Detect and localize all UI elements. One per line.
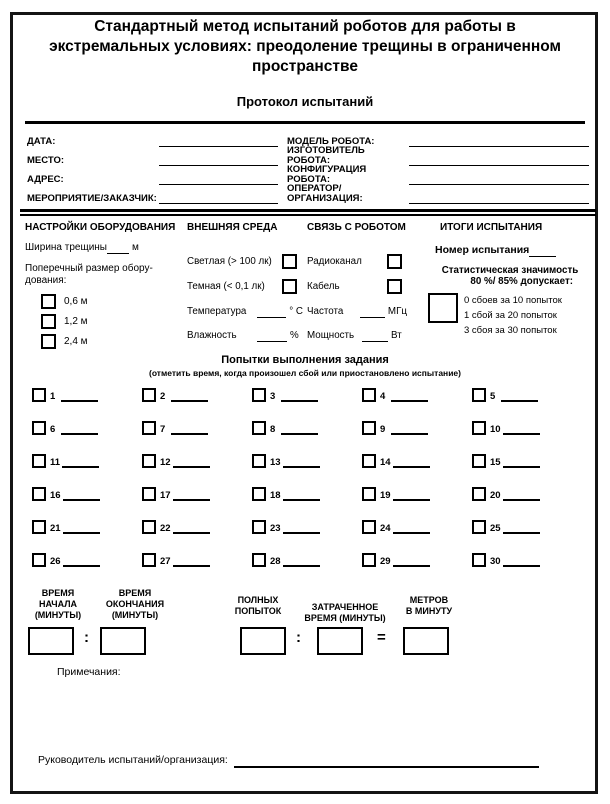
attempt-number: 16 xyxy=(50,489,61,501)
crack-width-row xyxy=(25,243,193,254)
time-spent-label-line2: ВРЕМЯ (МИНУТЫ) xyxy=(304,613,386,623)
attempt-number: 20 xyxy=(490,489,501,501)
form-title-line1: Стандартный метод испытаний роботов для работы в xyxy=(94,18,516,35)
attempt-cell xyxy=(252,420,362,435)
test-results-section xyxy=(425,222,595,338)
attempt-cell xyxy=(472,453,582,468)
size-option-checkbox[interactable] xyxy=(41,334,56,349)
attempt-cell xyxy=(472,519,582,534)
attempt-checkbox[interactable] xyxy=(252,388,266,402)
start-time-label-line1: ВРЕМЯ xyxy=(41,588,75,598)
address-field-line[interactable] xyxy=(159,181,278,185)
light-option-row xyxy=(187,253,297,269)
attempt-number: 7 xyxy=(160,423,166,435)
attempt-cell xyxy=(32,420,142,435)
attempt-checkbox[interactable] xyxy=(252,454,266,468)
time-spent-label xyxy=(295,602,395,624)
attempt-time-line[interactable] xyxy=(393,497,430,501)
attempt-number: 8 xyxy=(270,423,276,435)
end-time-label-line3: (МИНУТЫ) xyxy=(111,610,159,620)
attempt-cell xyxy=(362,420,472,435)
attempt-cell xyxy=(32,387,142,402)
form-title xyxy=(30,17,580,77)
form-title-line3: пространстве xyxy=(252,58,358,75)
attempt-cell xyxy=(252,519,362,534)
meters-per-minute-box[interactable] xyxy=(403,627,449,655)
allowance-option-label: 0 сбоев за 10 попыток xyxy=(464,294,562,306)
end-time-label xyxy=(95,588,175,621)
attempts-grid xyxy=(32,387,582,567)
attempt-number: 1 xyxy=(50,390,56,402)
test-director-label: Руководитель испытаний/организация: xyxy=(38,754,228,766)
cross-size-label-line1: Поперечный размер обору- xyxy=(25,263,153,274)
attempt-number: 9 xyxy=(380,423,386,435)
attempt-checkbox[interactable] xyxy=(142,454,156,468)
attempt-number: 18 xyxy=(270,489,281,501)
meters-per-minute-label-line1: МЕТРОВ xyxy=(409,595,449,605)
attempt-checkbox[interactable] xyxy=(472,421,486,435)
communication-section xyxy=(307,222,407,342)
robot-manufacturer-label: ИЗГОТОВИТЕЛЬ РОБОТА: xyxy=(287,145,365,166)
attempt-checkbox[interactable] xyxy=(32,487,46,501)
attempt-cell xyxy=(472,420,582,435)
date-label: ДАТА: xyxy=(27,135,56,147)
attempt-time-line[interactable] xyxy=(501,398,538,402)
attempt-checkbox[interactable] xyxy=(32,553,46,567)
attempt-cell xyxy=(32,486,142,501)
attempt-checkbox[interactable] xyxy=(32,388,46,402)
power-label: Мощность xyxy=(307,330,355,342)
equals-sign: = xyxy=(377,629,386,646)
time-spent-box[interactable] xyxy=(317,627,363,655)
radio-option-row xyxy=(307,253,402,269)
attempt-cell xyxy=(472,552,582,567)
attempt-cell xyxy=(472,387,582,402)
humidity-row xyxy=(187,330,303,342)
size-option-checkbox[interactable] xyxy=(41,314,56,329)
cable-checkbox[interactable] xyxy=(387,279,402,294)
attempt-time-line[interactable] xyxy=(61,398,98,402)
attempt-number: 26 xyxy=(50,555,61,567)
size-option-label: 1,2 м xyxy=(64,315,88,327)
cable-option-label: Кабель xyxy=(307,280,340,292)
attempt-checkbox[interactable] xyxy=(362,487,376,501)
significance-line2: 80 %/ 85% допускает: xyxy=(470,275,573,287)
full-attempts-label xyxy=(223,595,293,617)
temperature-field-line[interactable] xyxy=(257,314,287,318)
crack-width-unit: м xyxy=(132,242,139,253)
signature-row xyxy=(38,755,558,768)
dark-option-row xyxy=(187,278,297,294)
full-attempts-label-line2: ПОПЫТОК xyxy=(234,606,282,616)
attempt-number: 13 xyxy=(270,456,281,468)
attempt-checkbox[interactable] xyxy=(142,553,156,567)
radio-checkbox[interactable] xyxy=(387,254,402,269)
end-time-label-line1: ВРЕМЯ xyxy=(118,588,152,598)
size-option-checkbox[interactable] xyxy=(41,294,56,309)
attempt-cell xyxy=(252,486,362,501)
attempt-time-line[interactable] xyxy=(61,431,98,435)
address-label: АДРЕС: xyxy=(27,173,64,185)
attempt-cell xyxy=(32,519,142,534)
attempt-cell xyxy=(362,453,472,468)
meters-per-minute-label-line2: В МИНУТУ xyxy=(405,606,453,616)
start-time-box[interactable] xyxy=(28,627,74,655)
attempt-number: 30 xyxy=(490,555,501,567)
allowance-row xyxy=(425,293,595,338)
attempts-title: Попытки выполнения задания xyxy=(221,354,389,366)
attempt-checkbox[interactable] xyxy=(252,421,266,435)
notes-label: Примечания: xyxy=(57,666,121,678)
attempt-checkbox[interactable] xyxy=(362,454,376,468)
light-option-label: Светлая (> 100 лк) xyxy=(187,255,272,267)
attempt-time-line[interactable] xyxy=(503,497,540,501)
attempt-number: 28 xyxy=(270,555,281,567)
attempt-cell xyxy=(362,486,472,501)
attempt-time-line[interactable] xyxy=(173,497,210,501)
attempt-checkbox[interactable] xyxy=(362,421,376,435)
size-option-label: 0,6 м xyxy=(64,295,88,307)
attempt-number: 2 xyxy=(160,390,166,402)
section-double-divider xyxy=(20,209,596,218)
frequency-label: Частота xyxy=(307,306,344,318)
attempt-time-line[interactable] xyxy=(283,497,320,501)
start-time-label-line2: НАЧАЛА xyxy=(38,599,78,609)
cross-size-label-line2: дования: xyxy=(25,275,67,286)
equipment-settings-section xyxy=(25,222,193,351)
start-time-label-line3: (МИНУТЫ) xyxy=(34,610,82,620)
attempt-time-line[interactable] xyxy=(171,398,208,402)
attempt-checkbox[interactable] xyxy=(32,421,46,435)
test-results-header: ИТОГИ ИСПЫТАНИЯ xyxy=(440,222,543,233)
attempt-number: 23 xyxy=(270,522,281,534)
time-spent-label-line1: ЗАТРАЧЕННОЕ xyxy=(311,602,379,612)
attempt-checkbox[interactable] xyxy=(142,520,156,534)
attempt-time-line[interactable] xyxy=(63,563,100,567)
attempt-cell xyxy=(362,387,472,402)
attempt-cell xyxy=(252,552,362,567)
attempt-time-line[interactable] xyxy=(503,563,540,567)
end-time-label-line2: ОКОНЧАНИЯ xyxy=(105,599,165,609)
attempt-time-line[interactable] xyxy=(173,464,210,468)
attempt-cell xyxy=(142,552,252,567)
attempt-number: 19 xyxy=(380,489,391,501)
size-option-row xyxy=(41,291,193,311)
operator-organization-field-line[interactable] xyxy=(409,200,589,204)
attempt-checkbox[interactable] xyxy=(252,520,266,534)
attempt-number: 22 xyxy=(160,522,171,534)
humidity-unit: % xyxy=(290,330,299,342)
dark-option-label: Темная (< 0,1 лк) xyxy=(187,280,265,292)
attempt-time-line[interactable] xyxy=(393,464,430,468)
attempt-cell xyxy=(472,486,582,501)
attempt-time-line[interactable] xyxy=(283,563,320,567)
attempt-cell xyxy=(252,453,362,468)
size-option-row xyxy=(41,331,193,351)
robot-manufacturer-field-line[interactable] xyxy=(409,162,589,166)
robot-model-field-line[interactable] xyxy=(409,143,589,147)
header-divider xyxy=(25,121,585,124)
significance-line1: Статистическая значимость xyxy=(441,264,579,276)
size-option-label: 2,4 м xyxy=(64,335,88,347)
size-option-row xyxy=(41,311,193,331)
temperature-row xyxy=(187,306,303,318)
environment-section xyxy=(187,222,303,342)
attempt-time-line[interactable] xyxy=(63,497,100,501)
attempt-cell xyxy=(362,519,472,534)
full-attempts-label-line1: ПОЛНЫХ xyxy=(237,595,279,605)
allowance-options-list xyxy=(464,293,562,338)
cable-option-row xyxy=(307,278,402,294)
attempt-time-line[interactable] xyxy=(283,464,320,468)
attempt-time-line[interactable] xyxy=(503,464,540,468)
attempts-subtitle: (отметить время, когда произошел сбой или приостановлено испытание) xyxy=(149,368,461,378)
robot-configuration-label: КОНФИГУРАЦИЯ РОБОТА: xyxy=(287,164,367,185)
operator-organization-label: ОПЕРАТОР/ОРГАНИЗАЦИЯ: xyxy=(287,183,363,204)
attempt-cell xyxy=(32,552,142,567)
attempt-time-line[interactable] xyxy=(503,431,540,435)
attempt-checkbox[interactable] xyxy=(472,487,486,501)
attempt-cell xyxy=(142,486,252,501)
ratio-colon: : xyxy=(296,629,301,646)
attempt-number: 4 xyxy=(380,390,386,402)
test-number-row xyxy=(425,245,595,257)
attempt-time-line[interactable] xyxy=(281,398,318,402)
attempt-number: 25 xyxy=(490,522,501,534)
signature-line[interactable] xyxy=(234,763,539,768)
attempt-number: 6 xyxy=(50,423,56,435)
attempt-checkbox[interactable] xyxy=(142,487,156,501)
test-number-field-line[interactable] xyxy=(529,253,556,257)
attempt-checkbox[interactable] xyxy=(362,388,376,402)
event-customer-field-line[interactable] xyxy=(159,200,278,204)
humidity-label: Влажность xyxy=(187,330,237,342)
attempt-checkbox[interactable] xyxy=(252,487,266,501)
attempt-time-line[interactable] xyxy=(391,431,428,435)
attempt-cell xyxy=(142,387,252,402)
meters-per-minute-label xyxy=(395,595,463,617)
attempt-time-line[interactable] xyxy=(393,563,430,567)
temperature-unit: ° C xyxy=(289,306,303,318)
start-time-label xyxy=(18,588,98,621)
attempt-checkbox[interactable] xyxy=(472,388,486,402)
attempt-cell xyxy=(32,453,142,468)
attempt-time-line[interactable] xyxy=(171,431,208,435)
full-attempts-box[interactable] xyxy=(240,627,286,655)
attempt-time-line[interactable] xyxy=(63,530,100,534)
size-options-list xyxy=(41,291,193,351)
attempt-checkbox[interactable] xyxy=(252,553,266,567)
attempt-checkbox[interactable] xyxy=(32,454,46,468)
crack-width-label: Ширина трещины xyxy=(25,242,107,253)
attempt-cell xyxy=(362,552,472,567)
divider-bar-bottom xyxy=(20,214,596,217)
attempt-checkbox[interactable] xyxy=(472,553,486,567)
equipment-settings-header: НАСТРОЙКИ ОБОРУДОВАНИЯ xyxy=(25,222,176,233)
frequency-unit: МГц xyxy=(387,306,407,318)
attempt-cell xyxy=(142,519,252,534)
attempt-checkbox[interactable] xyxy=(32,520,46,534)
date-field-line[interactable] xyxy=(159,143,278,147)
attempt-cell xyxy=(142,453,252,468)
humidity-field-line[interactable] xyxy=(257,338,287,342)
attempt-time-line[interactable] xyxy=(173,530,210,534)
attempt-time-line[interactable] xyxy=(281,431,318,435)
crack-width-field-line[interactable] xyxy=(107,250,129,254)
end-time-box[interactable] xyxy=(100,627,146,655)
communication-header: СВЯЗЬ С РОБОТОМ xyxy=(307,222,406,233)
robot-configuration-field-line[interactable] xyxy=(409,181,589,185)
test-number-label: Номер испытания xyxy=(435,244,530,256)
significance-checkbox[interactable] xyxy=(428,293,458,323)
attempt-number: 12 xyxy=(160,456,171,468)
attempt-checkbox[interactable] xyxy=(472,454,486,468)
power-field-line[interactable] xyxy=(362,338,388,342)
attempt-time-line[interactable] xyxy=(391,398,428,402)
attempt-number: 10 xyxy=(490,423,501,435)
info-row-event-operator xyxy=(27,183,589,204)
divider-bar-top xyxy=(20,209,596,212)
allowance-option-label: 1 сбой за 20 попыток xyxy=(464,309,557,321)
power-row xyxy=(307,330,407,342)
attempt-number: 21 xyxy=(50,522,61,534)
attempt-number: 24 xyxy=(380,522,391,534)
light-checkbox[interactable] xyxy=(282,254,297,269)
frequency-row xyxy=(307,306,407,318)
attempt-number: 3 xyxy=(270,390,276,402)
attempt-number: 27 xyxy=(160,555,171,567)
attempt-time-line[interactable] xyxy=(283,530,320,534)
power-unit: Вт xyxy=(391,330,402,342)
attempt-checkbox[interactable] xyxy=(142,388,156,402)
attempt-checkbox[interactable] xyxy=(362,553,376,567)
temperature-label: Температура xyxy=(187,306,247,318)
attempt-number: 15 xyxy=(490,456,501,468)
attempt-time-line[interactable] xyxy=(62,464,99,468)
attempt-number: 5 xyxy=(490,390,496,402)
environment-header: ВНЕШНЯЯ СРЕДА xyxy=(187,222,278,233)
attempt-checkbox[interactable] xyxy=(472,520,486,534)
place-label: МЕСТО: xyxy=(27,154,64,166)
dark-checkbox[interactable] xyxy=(282,279,297,294)
robot-model-label: МОДЕЛЬ РОБОТА: xyxy=(287,135,375,147)
protocol-title: Протокол испытаний xyxy=(236,94,374,109)
attempt-number: 17 xyxy=(160,489,171,501)
place-field-line[interactable] xyxy=(159,162,278,166)
time-colon: : xyxy=(84,629,89,646)
attempt-time-line[interactable] xyxy=(173,563,210,567)
attempt-cell xyxy=(252,387,362,402)
cross-size-label xyxy=(25,263,193,287)
event-customer-label: МЕРОПРИЯТИЕ/ЗАКАЗЧИК: xyxy=(27,192,157,204)
attempt-time-line[interactable] xyxy=(393,530,430,534)
attempt-cell xyxy=(142,420,252,435)
attempt-checkbox[interactable] xyxy=(142,421,156,435)
form-title-line2: экстремальных условиях: преодоление трещины в ограниченном xyxy=(49,38,561,55)
radio-option-label: Радиоканал xyxy=(307,255,362,267)
attempt-time-line[interactable] xyxy=(503,530,540,534)
attempt-checkbox[interactable] xyxy=(362,520,376,534)
frequency-field-line[interactable] xyxy=(360,314,385,318)
attempt-number: 29 xyxy=(380,555,391,567)
allowance-option-label: 3 сбоя за 30 попыток xyxy=(464,324,557,336)
attempt-number: 11 xyxy=(50,456,61,468)
attempt-number: 14 xyxy=(380,456,391,468)
